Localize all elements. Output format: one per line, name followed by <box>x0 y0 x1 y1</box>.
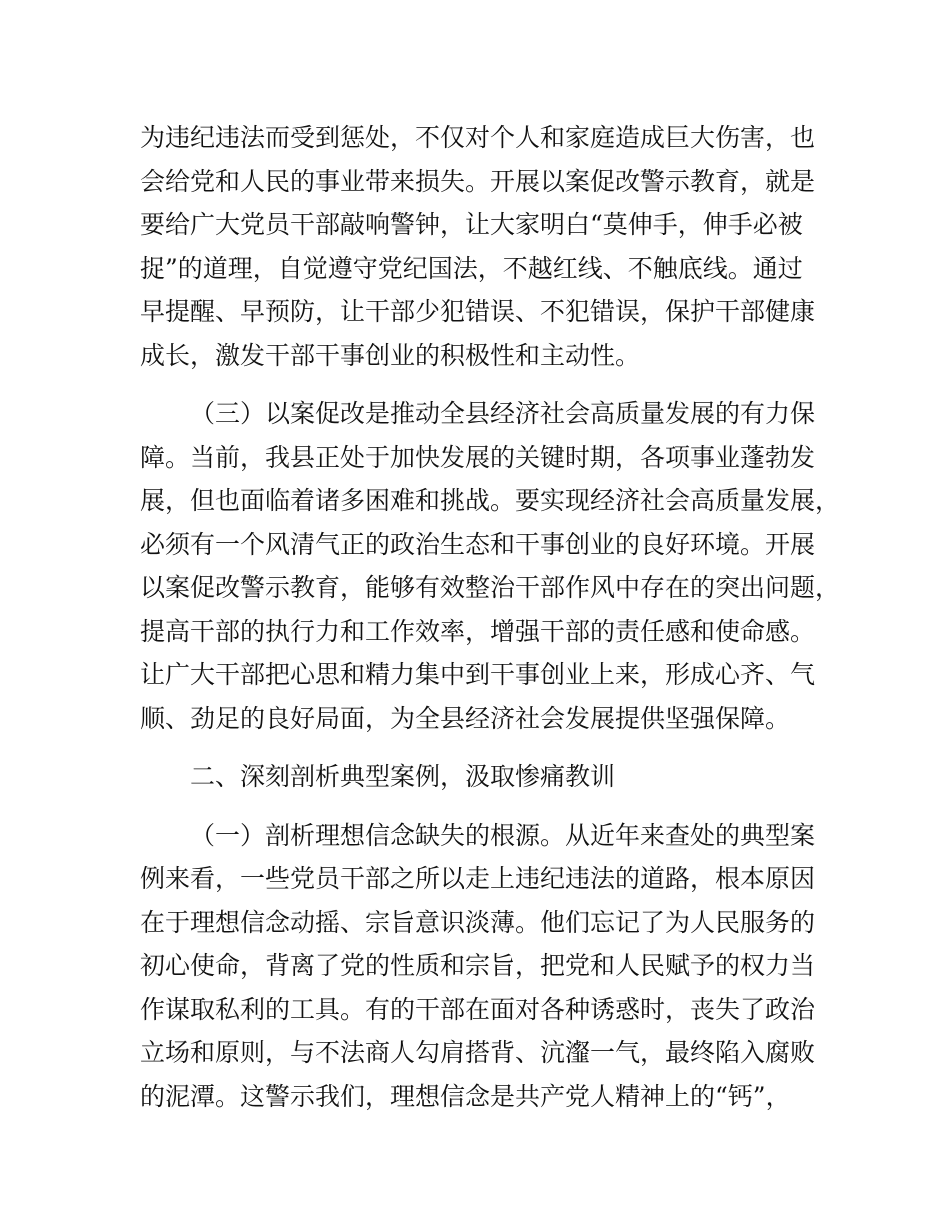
text-line: 提高干部的执行力和工作效率，增强干部的责任感和使命感。 <box>140 616 816 646</box>
section-heading <box>140 755 812 799</box>
text-line: 要给广大党员干部敲响警钟，让大家明白“莫伸手，伸手必被 <box>140 210 803 239</box>
text-line: 以案促改警示教育，能够有效整治干部作风中存在的突出问题， <box>140 573 841 602</box>
text-line: 为违纪违法而受到惩处，不仅对个人和家庭造成巨大伤害，也 <box>140 123 816 152</box>
text-line: 必须有一个风清气正的政治生态和干事创业的良好环境。开展 <box>140 529 816 559</box>
text-line: 的泥潭。这警示我们，理想信念是共产党人精神上的“钙”， <box>140 1081 791 1111</box>
paragraph-3 <box>140 814 816 1119</box>
paragraph-2 <box>140 392 841 740</box>
text-line: 初心使命，背离了党的性质和宗旨，把党和人民赋予的权力当 <box>140 951 816 980</box>
text-line: （一）剖析理想信念缺失的根源。从近年来查处的典型案 <box>190 820 816 850</box>
text-line: 让广大干部把心思和精力集中到干事创业上来，形成心齐、气 <box>140 660 816 689</box>
paragraph-1 <box>140 116 816 377</box>
text-line: 会给党和人民的事业带来损失。开展以案促改警示教育，就是 <box>140 166 816 196</box>
text-line: 障。当前，我县正处于加快发展的关键时期，各项事业蓬勃发 <box>140 442 816 472</box>
text-line: 成长，激发干部干事创业的积极性和主动性。 <box>140 340 641 370</box>
text-line: 例来看，一些党员干部之所以走上违纪违法的道路，根本原因 <box>140 864 816 893</box>
text-line: 顺、劲足的良好局面，为全县经济社会发展提供坚强保障。 <box>140 703 791 733</box>
text-line: 作谋取私利的工具。有的干部在面对各种诱惑时，丧失了政治 <box>140 994 816 1024</box>
text-line: 展，但也面临着诸多困难和挑战。要实现经济社会高质量发展， <box>140 486 841 515</box>
text-line: 立场和原则，与不法商人勾肩搭背、沆瀣一气，最终陷入腐败 <box>140 1038 816 1067</box>
text-line: （三）以案促改是推动全县经济社会高质量发展的有力保 <box>190 399 816 428</box>
text-line: 二、深刻剖析典型案例，汲取惨痛教训 <box>190 762 616 791</box>
document-body <box>140 116 841 1118</box>
text-line: 在于理想信念动摇、宗旨意识淡薄。他们忘记了为人民服务的 <box>140 907 816 937</box>
text-line: 捉”的道理，自觉遵守党纪国法，不越红线、不触底线。通过 <box>140 253 803 283</box>
text-line: 早提醒、早预防，让干部少犯错误、不犯错误，保护干部健康 <box>140 297 816 326</box>
